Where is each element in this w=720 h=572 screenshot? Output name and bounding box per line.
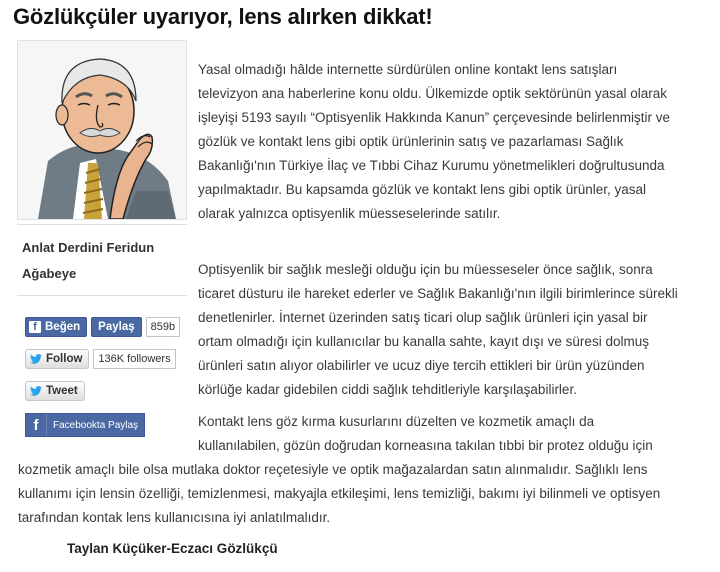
body-line: körlüğe kadar gidebilen ciddi sağlık tehditleriyle karşılaşabilirler. <box>198 382 577 397</box>
body-line: Yasal olmadığı hâlde internette sürdürülen online kontakt lens satışları <box>198 62 618 77</box>
body-line: kullanımı için lensin özelliği, temizlenmesi, makyajla etkileşimi, lens temizliği, bakımı iyi bilinmeli ve optisyen <box>18 486 661 501</box>
body-line: kullanılabilen, gözün doğrudan korneasına takılan tıbbi bir protez olduğu için <box>198 438 653 453</box>
body-line: tarafından kontak lens kullanıcısına iyi anlatılmalıdır. <box>18 510 331 525</box>
facebook-icon: f <box>26 414 47 436</box>
body-line: Bakanlığı'nın Türkiye İlaç ve Tıbbi Cihaz Kurumu yönetmelikleri doğrultusunda <box>198 158 665 173</box>
social-buttons <box>17 296 187 438</box>
twitter-bird-icon <box>30 354 42 364</box>
facebook-share-button[interactable] <box>91 317 141 337</box>
facebook-share-label: Paylaş <box>98 321 135 333</box>
twitter-follow-row <box>25 348 187 370</box>
body-line: Optisyenlik bir sağlık mesleği olduğu için bu müesseseler önce sağlık, sonra <box>198 262 653 277</box>
author-name-line2: Ağabeye <box>22 266 77 281</box>
facebook-like-button[interactable] <box>25 317 87 337</box>
article-title: Gözlükçüler uyarıyor, lens alırken dikkat! <box>13 4 433 29</box>
body-line: kozmetik amaçlı bile olsa mutlaka doktor reçetesiyle ve optik mağazalardan satın alınmalıdır. Sağlıklı lens <box>18 462 648 477</box>
body-line: denetlenirler. İnternet üzerinden satış ticari olup sağlık ürünleri için yasal bir <box>198 310 648 325</box>
facebook-share-count: 859b <box>146 317 180 337</box>
facebook-icon: f <box>29 321 41 333</box>
body-line: Kontakt lens göz kırma kusurlarını düzelten ve kozmetik amaçlı da <box>198 414 595 429</box>
body-line: ürünleri satın alıyor olabilirler ve ucuz diye tercih ettikleri bir ürün yüzünden <box>198 358 645 373</box>
body-line: ticaret düsturu ile hareket ederler ve Sağlık Bakanlığı'nın ilgili birimlerince sürekli <box>198 286 678 301</box>
body-line: televizyon ana haberlerine konu oldu. Ülkemizde optik sektörünün yasal olarak <box>198 86 668 101</box>
author-sidebar <box>17 40 187 448</box>
author-name[interactable] <box>17 224 187 296</box>
tweet-button[interactable] <box>25 381 85 401</box>
body-line: yapılmaktadır. Bu kapsamda gözlük ve kontakt lens gibi optik ürünler, yasal <box>198 182 646 197</box>
body-line: gözlük ve kontakt lens gibi optik ürünlerinin satış ve pazarlaması Sağlık <box>198 134 624 149</box>
facebook-row <box>25 316 187 338</box>
facebook-share-wide-row <box>25 412 187 438</box>
twitter-bird-icon <box>30 386 42 396</box>
author-name-line1: Anlat Derdini Feridun <box>22 240 155 255</box>
tweet-label: Tweet <box>46 385 78 397</box>
twitter-follow-button[interactable] <box>25 349 89 369</box>
facebook-share-wide-label: Facebookta Paylaş <box>53 419 139 431</box>
body-line: ortam olmadığı için kullanıcılar bu kanalla sahte, kayıt dışı ve süresi dolmuş <box>198 334 649 349</box>
author-signature: Taylan Küçüker-Eczacı Gözlükçü <box>67 541 278 556</box>
twitter-tweet-row <box>25 380 187 402</box>
facebook-like-label: Beğen <box>45 321 81 333</box>
author-caricature <box>18 41 186 219</box>
body-line: olarak yalnızca optisyenlik müesseselerinde satılır. <box>198 206 501 221</box>
author-avatar <box>17 40 187 220</box>
twitter-follower-count: 136K followers <box>93 349 175 369</box>
facebook-share-wide-button[interactable] <box>25 413 145 437</box>
twitter-follow-label: Follow <box>46 353 83 365</box>
body-line: işleyişi 5193 sayılı “Optisyenlik Hakkında Kanun” çerçevesinde belirlenmiştir ve <box>198 110 670 125</box>
